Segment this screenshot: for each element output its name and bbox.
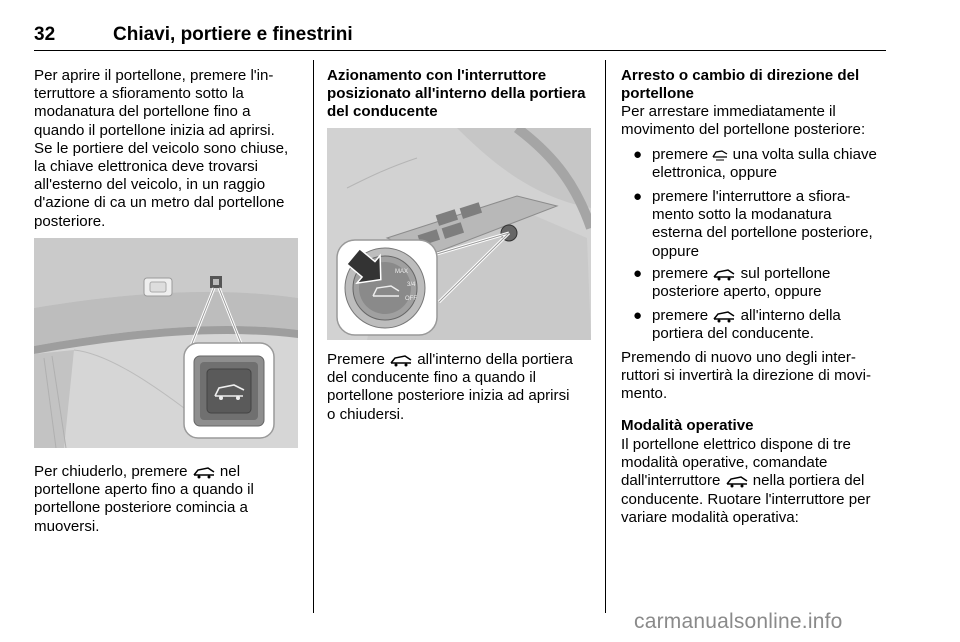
text-line: Per aprire il portellone, premere l'in-	[34, 67, 274, 84]
text-line: Premendo di nuovo uno degli inter-	[621, 349, 856, 366]
text-line: conducente. Ruotare l'interruttore per	[621, 490, 871, 508]
text-line: premere sul portellone	[652, 265, 831, 282]
text-line: Premere all'interno della portiera	[327, 351, 573, 368]
text-line: Per chiuderlo, premere nel	[34, 463, 241, 480]
text-line: elettronica, oppure	[652, 164, 778, 182]
text-line: Se le portiere del veicolo sono chiuse,	[34, 139, 289, 157]
col3-paragraph	[621, 349, 871, 404]
text-line: posteriore aperto, oppure	[652, 283, 822, 301]
tailgate-icon	[725, 474, 749, 488]
tailgate-key-icon	[712, 148, 728, 162]
tailgate-icon	[192, 465, 216, 479]
bullet-item-2	[652, 188, 873, 261]
text-line: modalità operative, comandate	[621, 454, 828, 472]
knob-label: 3/4	[407, 282, 416, 288]
text-line: premere l'interruttore a sfiora-	[652, 188, 851, 205]
bullet-item-1	[652, 146, 877, 182]
text-line: modanatura del portellone fino a	[34, 103, 251, 121]
text-line: del conducente fino a quando il	[327, 369, 536, 387]
col2-heading	[327, 67, 586, 122]
col3-heading	[621, 67, 859, 103]
text-line: portellone	[621, 85, 694, 103]
text-line: oppure	[652, 242, 699, 260]
page-title: Chiavi, portiere e finestrini	[113, 24, 353, 45]
column-divider-1	[313, 60, 314, 613]
text-line: portiera del conducente.	[652, 325, 814, 343]
text-line: movimento del portellone posteriore:	[621, 121, 866, 139]
text-line: la chiave elettronica deve trovarsi	[34, 158, 259, 176]
bullet-item-4	[652, 307, 841, 343]
text-line: mento.	[621, 385, 668, 403]
text-line: portellone posteriore inizia ad aprirsi	[327, 387, 570, 405]
page-number: 32	[34, 24, 56, 45]
text-line: premere all'interno della	[652, 307, 841, 324]
col2-paragraph	[327, 351, 573, 424]
tailgate-switch-figure	[34, 238, 298, 448]
text-line: posizionato all'interno della portiera	[327, 85, 586, 103]
text-line: o chiudersi.	[327, 405, 405, 423]
column-divider-2	[605, 60, 606, 613]
text-line: dall'interruttore nella portiera del	[621, 472, 865, 490]
text-line: Azionamento con l'interruttore	[327, 67, 547, 84]
text-line: Per arrestare immediatamente il	[621, 103, 836, 120]
col3-paragraph-2	[621, 436, 871, 527]
tailgate-icon	[712, 309, 736, 323]
header-rule	[34, 50, 886, 51]
bullet-item-3	[652, 265, 830, 301]
door-switch-figure	[327, 128, 591, 340]
bullet-marker: ●	[633, 188, 643, 205]
text-line: Arresto o cambio di direzione del	[621, 67, 860, 84]
text-line: del conducente	[327, 103, 438, 121]
text-line: terruttore a sfioramento sotto la	[34, 85, 244, 103]
tailgate-icon	[712, 267, 736, 281]
text-line: variare modalità operativa:	[621, 508, 799, 526]
bullet-marker: ●	[633, 265, 643, 282]
text-line: premere una volta sulla chiave	[652, 146, 877, 163]
col3-intro	[621, 103, 865, 139]
text-line: d'azione di ca un metro dal portellone	[34, 194, 285, 212]
text-line: posteriore.	[34, 212, 106, 230]
text-line: ruttori si invertirà la direzione di movi-	[621, 367, 871, 385]
text-line: Il portellone elettrico dispone di tre	[621, 436, 851, 453]
col3-heading-2: Modalità operative	[621, 417, 754, 434]
col1-paragraph-1	[34, 67, 288, 231]
text-line: mento sotto la modanatura	[652, 206, 832, 224]
tailgate-icon	[389, 353, 413, 367]
text-line: muoversi.	[34, 517, 100, 535]
text-line: esterna del portellone posteriore,	[652, 224, 873, 242]
text-line: quando il portellone inizia ad aprirsi.	[34, 121, 275, 139]
text-line: portellone aperto fino a quando il	[34, 481, 254, 499]
text-line: portellone posteriore comincia a	[34, 499, 248, 517]
col1-paragraph-2	[34, 463, 254, 536]
knob-label: OFF	[405, 296, 417, 302]
knob-label: MAX	[395, 269, 409, 275]
watermark: carmanualsonline.info	[634, 610, 843, 633]
bullet-marker: ●	[633, 146, 643, 163]
bullet-marker: ●	[633, 307, 643, 324]
text-line: all'esterno del veicolo, in un raggio	[34, 176, 266, 194]
